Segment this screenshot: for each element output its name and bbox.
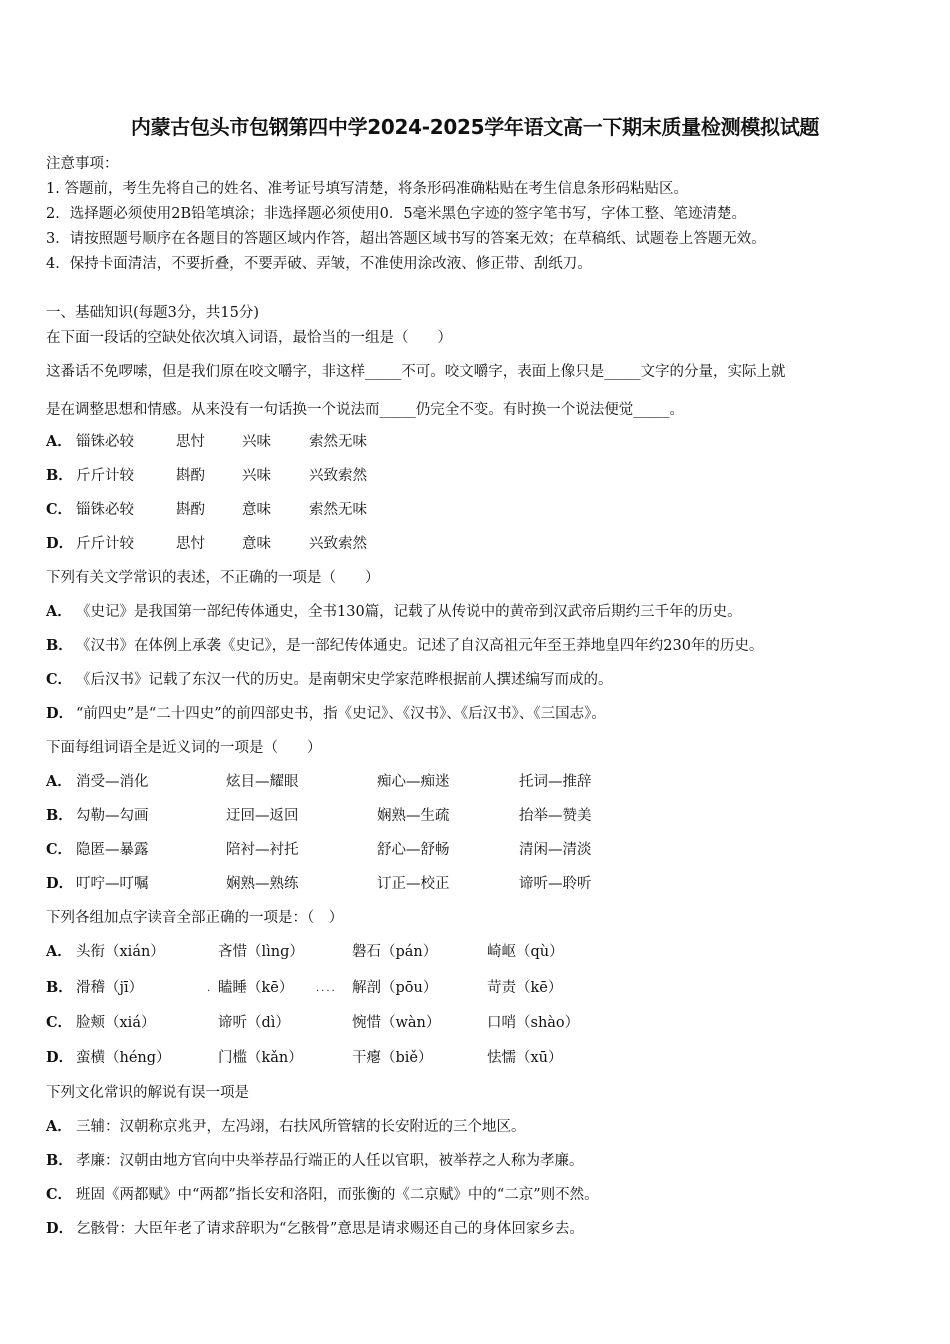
option-label: D． bbox=[46, 1220, 74, 1237]
option-row bbox=[46, 1046, 563, 1067]
option-cell: 思忖 bbox=[176, 536, 205, 552]
option-label: D． bbox=[46, 1049, 74, 1066]
page-title: 内蒙古包头市包钢第四中学2024-2025学年语文高一下期末质量检测模拟试题 bbox=[130, 115, 820, 139]
option-cell: 消受—消化 bbox=[76, 774, 149, 790]
option-cell: 兴味 bbox=[242, 468, 271, 484]
option-label: C． bbox=[46, 841, 73, 858]
option-cell: 痴心—痴迷 bbox=[377, 774, 450, 790]
option-cell: 斟酌 bbox=[176, 468, 205, 484]
option-label: A． bbox=[46, 433, 72, 450]
option-row bbox=[46, 634, 763, 655]
option-row bbox=[46, 1149, 584, 1170]
option-cell: 意味 bbox=[242, 502, 271, 518]
option-row bbox=[46, 600, 742, 621]
option-cell: 索然无味 bbox=[309, 434, 367, 450]
option-cell: 娴熟—熟练 bbox=[226, 876, 299, 892]
option-label: C． bbox=[46, 1014, 73, 1031]
option-cell: 索然无味 bbox=[309, 502, 367, 518]
option-label: B． bbox=[46, 807, 73, 824]
option-cell: 迂回—返回 bbox=[226, 808, 299, 824]
option-label: A． bbox=[46, 603, 72, 620]
option-label: B． bbox=[46, 467, 73, 484]
option-label: B． bbox=[46, 1152, 73, 1169]
option-cell: 干瘪（biě） bbox=[352, 1050, 433, 1066]
option-row bbox=[46, 804, 592, 825]
option-label: C． bbox=[46, 671, 73, 688]
section-heading: 一、基础知识(每题3分，共15分) bbox=[46, 305, 259, 321]
question-stem: 在下面一段话的空缺处依次填入词语，最恰当的一组是（ ） bbox=[46, 330, 452, 346]
option-row bbox=[46, 976, 562, 997]
option-row bbox=[46, 770, 592, 791]
option-row bbox=[46, 1217, 584, 1238]
question-passage: 是在调整思想和情感。从来没有一句话换一个说法而_____仍完全不变。有时换一个说法便觉_____。 bbox=[46, 402, 684, 418]
option-row bbox=[46, 702, 606, 723]
option-row bbox=[46, 872, 592, 893]
option-label: D． bbox=[46, 705, 74, 722]
question-stem: 下列有关文学常识的表述，不正确的一项是（ ） bbox=[46, 570, 380, 586]
option-cell: 谛听—聆听 bbox=[519, 876, 592, 892]
option-cell: 兴致索然 bbox=[309, 468, 367, 484]
option-cell: 兴味 bbox=[242, 434, 271, 450]
option-text: “前四史”是“二十四史”的前四部史书，指《史记》、《汉书》、《后汉书》、《三国志》。 bbox=[76, 706, 606, 722]
option-cell: 口哨（shào） bbox=[487, 1015, 580, 1031]
option-cell: 叮咛—叮嘱 bbox=[76, 876, 149, 892]
option-cell: 隐匿—暴露 bbox=[76, 842, 149, 858]
option-text: 《史记》是我国第一部纪传体通史，全书130篇，记载了从传说中的黄帝到汉武帝后期约三千年的历史。 bbox=[76, 604, 742, 620]
option-cell: 抬举—赞美 bbox=[519, 808, 592, 824]
option-cell: 锱铢必较 bbox=[76, 502, 134, 518]
emphasis-dots: .... bbox=[316, 983, 337, 994]
option-cell: 谛听（dì） bbox=[218, 1015, 290, 1031]
option-cell: 头衔（xián） bbox=[76, 944, 165, 960]
option-cell: 瞌睡（kē） bbox=[218, 980, 294, 996]
option-row bbox=[46, 668, 613, 689]
option-cell: 订正—校正 bbox=[377, 876, 450, 892]
option-row bbox=[46, 838, 592, 859]
option-cell: 陪衬—衬托 bbox=[226, 842, 299, 858]
option-cell: 滑稽（jī） bbox=[76, 980, 144, 996]
option-label: A． bbox=[46, 1118, 72, 1135]
option-cell: 怯懦（xū） bbox=[487, 1050, 563, 1066]
option-text: 孝廉：汉朝由地方官向中央举荐品行端正的人任以官职，被举荐之人称为孝廉。 bbox=[76, 1153, 584, 1169]
option-cell: 解剖（pōu） bbox=[352, 980, 438, 996]
emphasis-dot: . bbox=[207, 983, 213, 994]
option-text: 《后汉书》记载了东汉一代的历史。是南朝宋史学家范晔根据前人撰述编写而成的。 bbox=[76, 672, 613, 688]
option-label: B． bbox=[46, 637, 73, 654]
option-cell: 兴致索然 bbox=[309, 536, 367, 552]
option-cell: 磐石（pán） bbox=[352, 944, 438, 960]
option-label: C． bbox=[46, 1186, 73, 1203]
option-text: 三辅：汉朝称京兆尹，左冯翊，右扶风所管辖的长安附近的三个地区。 bbox=[76, 1119, 526, 1135]
notice-item: 1. 答题前，考生先将自己的姓名、准考证号填写清楚，将条形码准确粘贴在考生信息条形码粘贴区。 bbox=[46, 181, 688, 197]
option-cell: 舒心—舒畅 bbox=[377, 842, 450, 858]
option-cell: 勾勒—勾画 bbox=[76, 808, 149, 824]
option-row bbox=[46, 498, 367, 519]
notice-heading: 注意事项： bbox=[46, 156, 119, 172]
option-label: B． bbox=[46, 979, 73, 996]
option-row bbox=[46, 1115, 526, 1136]
option-cell: 吝惜（lìnɡ） bbox=[218, 944, 304, 960]
option-cell: 斤斤计较 bbox=[76, 536, 134, 552]
option-label: D． bbox=[46, 875, 74, 892]
option-cell: 脸颊（xiá） bbox=[76, 1015, 156, 1031]
option-text: 《汉书》在体例上承袭《史记》，是一部纪传体通史。记述了自汉高祖元年至王莽地皇四年约230年的历史。 bbox=[76, 638, 764, 654]
option-cell: 崎岖（qù） bbox=[487, 944, 564, 960]
notice-item: 2．选择题必须使用2B铅笔填涂；非选择题必须使用0．5毫米黑色字迹的签字笔书写，字体工整、笔迹清楚。 bbox=[46, 206, 747, 222]
option-label: C． bbox=[46, 501, 73, 518]
option-row bbox=[46, 1011, 579, 1032]
option-cell: 思忖 bbox=[176, 434, 205, 450]
option-cell: 惋惜（wàn） bbox=[352, 1015, 441, 1031]
option-cell: 锱铢必较 bbox=[76, 434, 134, 450]
question-stem: 下列各组加点字读音全部正确的一项是：（ ） bbox=[46, 910, 344, 926]
question-passage: 这番话不免啰嗦，但是我们原在咬文嚼字，非这样_____不可。咬文嚼字，表面上像只是_____文字的分量，实际上就 bbox=[46, 364, 786, 380]
option-cell: 托词—推辞 bbox=[519, 774, 592, 790]
option-row bbox=[46, 430, 367, 451]
option-cell: 斟酌 bbox=[176, 502, 205, 518]
option-row bbox=[46, 464, 367, 485]
option-label: A． bbox=[46, 943, 72, 960]
option-label: A． bbox=[46, 773, 72, 790]
option-cell: 苛责（kē） bbox=[487, 980, 563, 996]
question-stem: 下列文化常识的解说有误一项是 bbox=[46, 1085, 249, 1101]
option-cell: 门槛（kǎn） bbox=[218, 1050, 303, 1066]
option-cell: 清闲—清淡 bbox=[519, 842, 592, 858]
option-cell: 蛮横（héng） bbox=[76, 1050, 171, 1066]
option-cell: 娴熟—生疏 bbox=[377, 808, 450, 824]
notice-item: 3．请按照题号顺序在各题目的答题区域内作答，超出答题区域书写的答案无效；在草稿纸、试题卷上答题无效。 bbox=[46, 231, 766, 247]
option-row bbox=[46, 1183, 599, 1204]
option-cell: 炫目—耀眼 bbox=[226, 774, 299, 790]
option-cell: 斤斤计较 bbox=[76, 468, 134, 484]
option-row bbox=[46, 940, 564, 961]
option-cell: 意味 bbox=[242, 536, 271, 552]
option-text: 班固《两都赋》中“两都”指长安和洛阳，而张衡的《二京赋》中的“二京”则不然。 bbox=[76, 1187, 599, 1203]
notice-item: 4．保持卡面清洁，不要折叠，不要弄破、弄皱，不准使用涂改液、修正带、刮纸刀。 bbox=[46, 256, 592, 272]
option-row bbox=[46, 532, 367, 553]
option-label: D． bbox=[46, 535, 74, 552]
option-text: 乞骸骨：大臣年老了请求辞职为“乞骸骨”意思是请求赐还自己的身体回家乡去。 bbox=[76, 1221, 584, 1237]
question-stem: 下面每组词语全是近义词的一项是（ ） bbox=[46, 740, 322, 756]
